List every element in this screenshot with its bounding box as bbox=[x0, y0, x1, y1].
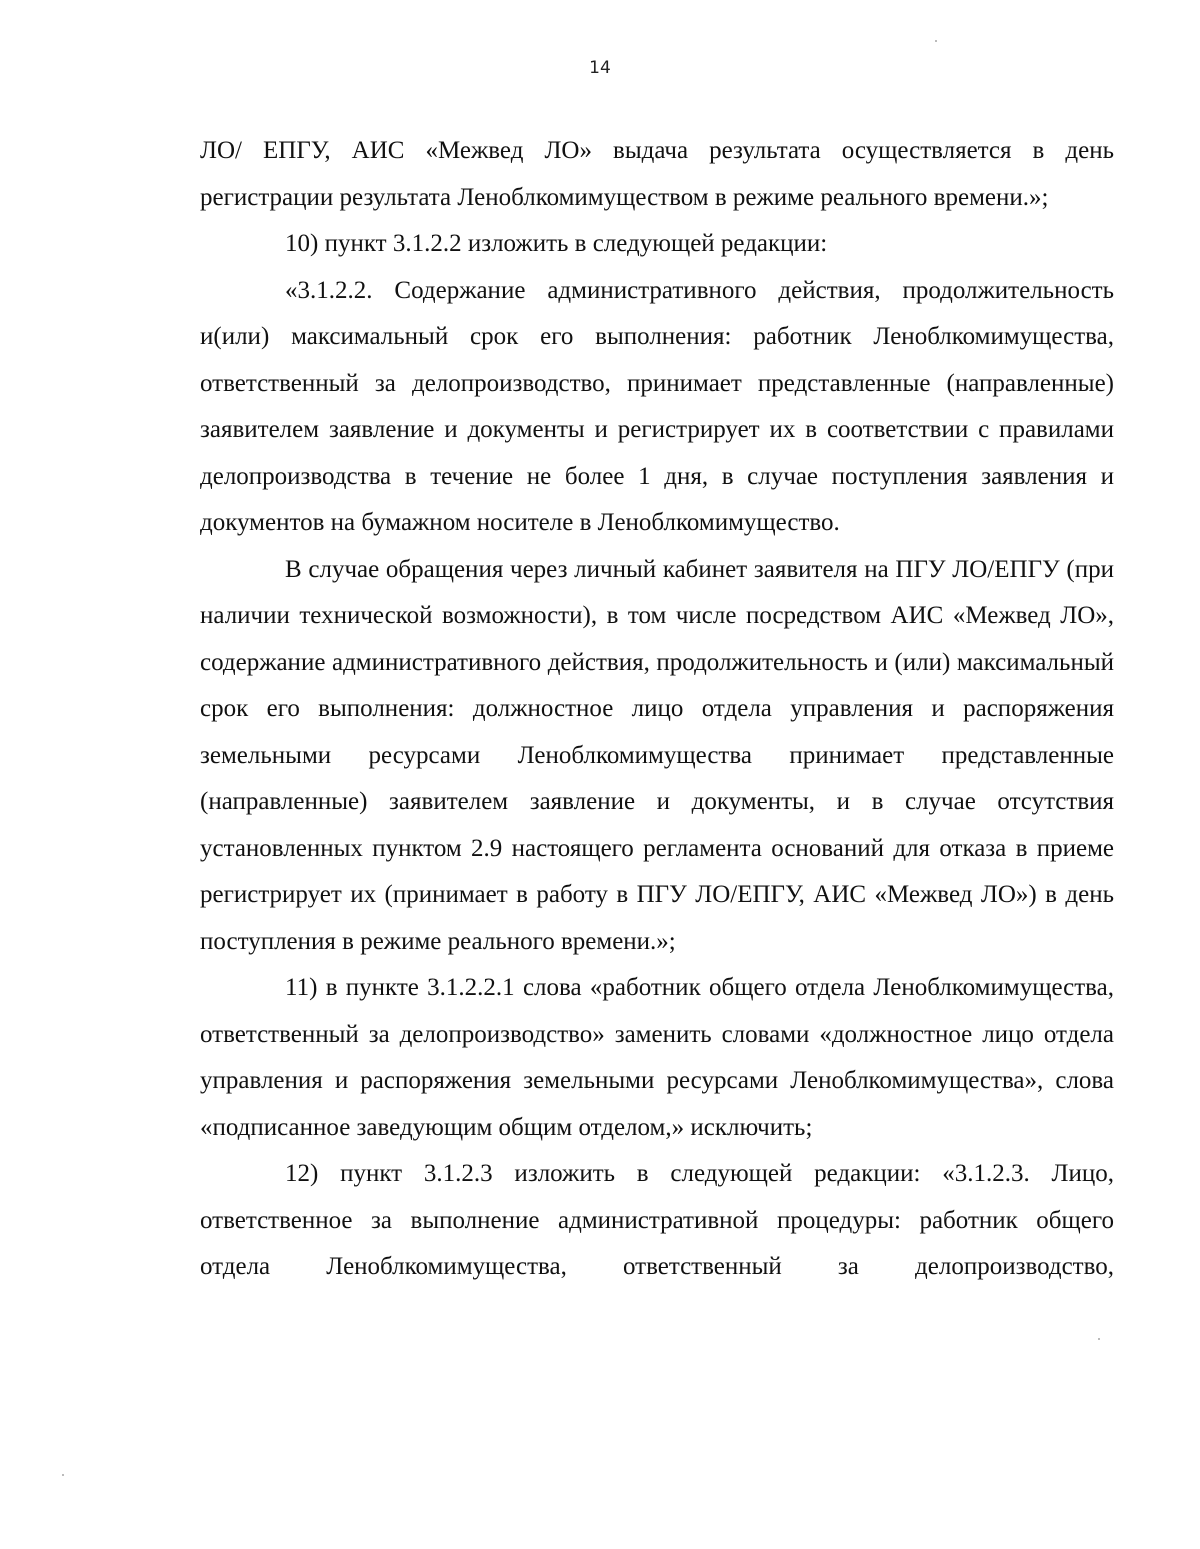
paragraph-item-10: 10) пункт 3.1.2.2 изложить в следующей редакции: bbox=[285, 230, 828, 257]
paragraph-quote-3-1-2-2: «3.1.2.2. Содержание административного действия, продолжительность и(или) максимальный срок его выполнения: работник Леноблкомимущества, ответственный за делопроизводство, принимает представленные (направленные) заявителем заявление и документы и регистрирует их в соответствии с правилами делопроизводства в течение не более 1 дня, в случае поступления заявления и документов на бумажном носителе в Леноблкомимущество. bbox=[200, 276, 1114, 536]
scan-artifact bbox=[62, 1474, 64, 1476]
page-number: 14 bbox=[589, 58, 611, 78]
document-body bbox=[200, 128, 1114, 1291]
paragraph-item-12: 12) пункт 3.1.2.3 изложить в следующей редакции: «3.1.2.3. Лицо, ответственное за выполнение административной процедуры: работник общего отдела Леноблкомимущества, ответственный за делопроизводство, bbox=[200, 1160, 1114, 1280]
paragraph-online-case: В случае обращения через личный кабинет заявителя на ПГУ ЛО/ЕПГУ (при наличии технической возможности), в том числе посредством АИС «Межвед ЛО», содержание административного действия, продолжительность и (или) максимальный срок его выполнения: должностное лицо отдела управления и распоряжения земельными ресурсами Леноблкомимущества принимает представленные (направленные) заявителем заявление и документы, и в случае отсутствия установленных пунктом 2.9 настоящего регламента оснований для отказа в приеме регистрирует их (принимает в работу в ПГУ ЛО/ЕПГУ, АИС «Межвед ЛО») в день поступления в режиме реального времени.»; bbox=[200, 555, 1114, 955]
scan-artifact bbox=[935, 40, 937, 42]
paragraph-continuation: ЛО/ ЕПГУ, АИС «Межвед ЛО» выдача результата осуществляется в день регистрации результата Леноблкомимуществом в режиме реального времени.»; bbox=[200, 137, 1114, 211]
paragraph-item-11: 11) в пункте 3.1.2.2.1 слова «работник общего отдела Леноблкомимущества, ответственный за делопроизводство» заменить словами «должностное лицо отдела управления и распоряжения земельными ресурсами Леноблкомимущества», слова «подписанное заведующим общим отделом,» исключить; bbox=[200, 974, 1114, 1141]
scan-artifact bbox=[1098, 1338, 1100, 1340]
